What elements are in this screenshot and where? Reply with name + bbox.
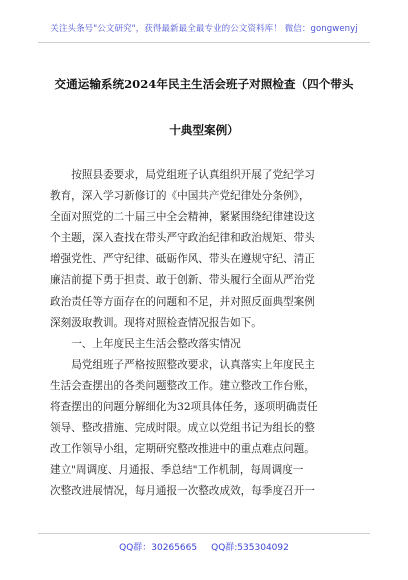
document-title-line-2: 十典型案例）	[169, 123, 239, 137]
text-line: 生活会查摆出的各类问题整改工作。建立整改工作台账，	[50, 379, 315, 392]
text-line: 改工作领导小组，定期研究整改推进中的重点难点问题。	[50, 443, 315, 456]
qq-group-2: QQ群:535304092	[211, 543, 289, 553]
section-heading: 一、上年度民主生活会整改落实情况	[71, 337, 241, 350]
footer	[0, 540, 408, 553]
text-line: 深刻汲取教训。现将对照检查情况报告如下。	[50, 316, 262, 329]
text-line: 将查摆出的问题分解细化为32项具体任务，逐项明确责任	[50, 401, 318, 414]
paragraph-rectification	[50, 355, 362, 503]
text-line: 个主题，深入查找在带头严守政治纪律和政治规矩、带头	[50, 232, 315, 245]
text-line: 建立"周调度、月通报、季总结"工作机制，每周调度一	[50, 464, 304, 477]
text-line: 全面对照党的二十届三中全会精神，紧紧围绕纪律建设这	[50, 211, 315, 224]
text-line: 局党组班子严格按照整改要求，认真落实上年度民主	[71, 358, 315, 371]
paragraph-intro	[50, 165, 362, 334]
text-line: 次整改进展情况，每月通报一次整改成效，每季度召开一	[50, 485, 315, 498]
text-line: 按照县委要求，局党组班子认真组织开展了党纪学习	[71, 169, 315, 181]
document-title-line-1: 交通运输系统2024年民主生活会班子对照检查（四个带头	[54, 77, 354, 91]
text-line: 政治责任等方面存在的问题和不足，并对照反面典型案例	[50, 295, 315, 308]
header-divider	[38, 42, 370, 43]
top-banner: 关注头条号"公文研究"，获得最新最全最专业的公文资料库！ 微信：gongwenyj	[50, 24, 358, 34]
qq-group-1: QQ群：30265665	[119, 543, 198, 553]
text-line: 增强党性、严守纪律、砥砺作风、带头在遵规守纪、清正	[50, 253, 315, 266]
text-line: 廉洁前提下勇于担责、敢于创新、带头履行全面从严治党	[50, 274, 315, 287]
footer-divider	[38, 533, 370, 534]
document-body	[50, 165, 362, 503]
text-line: 领导、整改措施、完成时限。成立以党组书记为组长的整	[50, 422, 315, 435]
text-line: 教育，深入学习新修订的《中国共产党纪律处分条例》，	[50, 190, 310, 203]
